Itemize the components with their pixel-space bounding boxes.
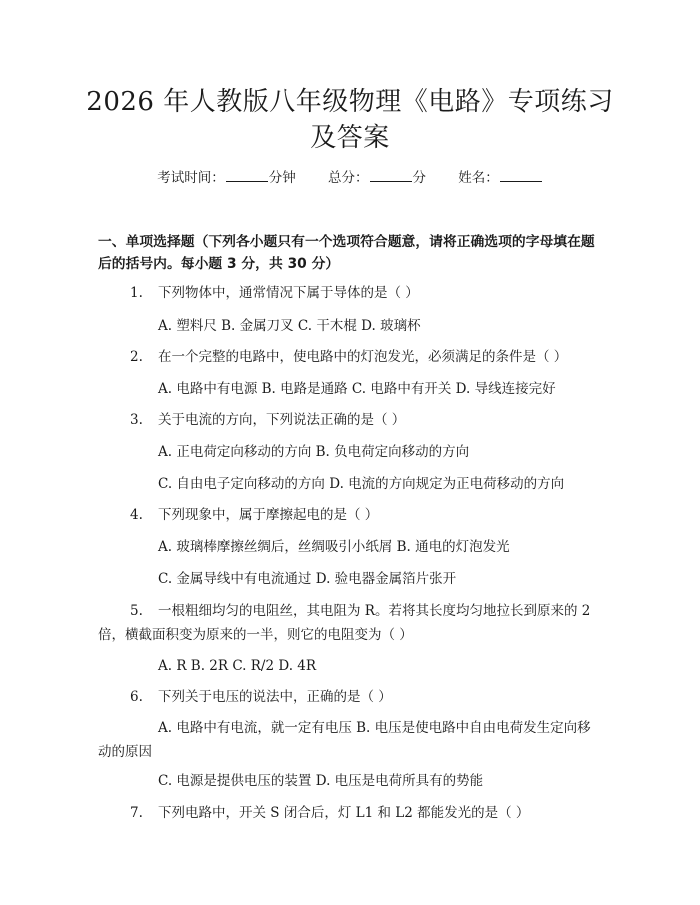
exam-time-blank: [226, 167, 268, 182]
question-text: 下列电路中，开关 S 闭合后，灯 L1 和 L2 都能发光的是（ ）: [158, 805, 530, 821]
total-score-unit: 分: [412, 170, 426, 186]
question-2-options: A. 电路中有电源 B. 电路是通路 C. 电路中有开关 D. 导线连接完好: [158, 381, 556, 397]
document-title-continued: 及答案: [310, 123, 390, 153]
question-1-options: A. 塑料尺 B. 金属刀叉 C. 干木棍 D. 玻璃杯: [158, 318, 421, 334]
question-7: [130, 802, 529, 824]
document-title: 2026 年人教版八年级物理《电路》专项练习: [86, 87, 614, 117]
name-blank: [500, 167, 542, 182]
question-4-options-line2: C. 金属导线中有电流通过 D. 验电器金属箔片张开: [158, 571, 457, 587]
question-1: [130, 282, 419, 304]
exam-time-unit: 分钟: [268, 170, 296, 186]
question-number: 1.: [130, 285, 143, 301]
question-5: [98, 599, 598, 647]
question-text: 关于电流的方向，下列说法正确的是（ ）: [158, 412, 406, 428]
total-score-field: [328, 167, 426, 188]
question-text: 下列物体中，通常情况下属于导体的是（ ）: [158, 285, 419, 301]
question-text: 下列关于电压的说法中，正确的是（ ）: [158, 689, 392, 705]
question-2: [130, 346, 567, 368]
total-score-blank: [370, 167, 412, 182]
question-3: [130, 409, 405, 431]
question-3-options-line1: A. 正电荷定向移动的方向 B. 负电荷定向移动的方向: [158, 444, 470, 460]
name-label: 姓名：: [458, 170, 499, 186]
question-6-options-line1: A. 电路中有电流，就一定有电压 B. 电压是使电路中自由电荷发生定向移动的原因: [98, 720, 591, 760]
question-6: [130, 686, 392, 708]
question-text: 下列现象中，属于摩擦起电的是（ ）: [158, 507, 379, 523]
question-number: 3.: [130, 412, 143, 428]
question-number: 5.: [130, 603, 143, 619]
question-number: 2.: [130, 349, 143, 365]
section-heading: 一、单项选择题（下列各小题只有一个选项符合题意，请将正确选项的字母填在题后的括号内。每小题 3 分，共 30 分）: [98, 234, 595, 272]
name-field: [458, 167, 543, 188]
question-5-options: A. R B. 2R C. R/2 D. 4R: [158, 658, 317, 674]
question-4-options-line1: A. 玻璃棒摩擦丝绸后，丝绸吸引小纸屑 B. 通电的灯泡发光: [158, 539, 510, 555]
question-6-options-line2: C. 电源是提供电压的装置 D. 电压是电荷所具有的势能: [158, 773, 484, 789]
total-score-label: 总分：: [328, 170, 369, 186]
question-3-options-line2: C. 自由电子定向移动的方向 D. 电流的方向规定为正电荷移动的方向: [158, 476, 565, 492]
question-number: 7.: [130, 805, 143, 821]
question-number: 6.: [130, 689, 143, 705]
exam-time-field: [157, 167, 296, 188]
exam-info-line: [0, 167, 700, 188]
question-4: [130, 504, 378, 526]
question-text: 在一个完整的电路中，使电路中的灯泡发光，必须满足的条件是（ ）: [158, 349, 568, 365]
exam-time-label: 考试时间：: [157, 170, 225, 186]
question-number: 4.: [130, 507, 143, 523]
question-text: 一根粗细均匀的电阻丝，其电阻为 R。若将其长度均匀地拉长到原来的 2 倍，横截面积变为原来的一半，则它的电阻变为（ ）: [98, 603, 591, 643]
